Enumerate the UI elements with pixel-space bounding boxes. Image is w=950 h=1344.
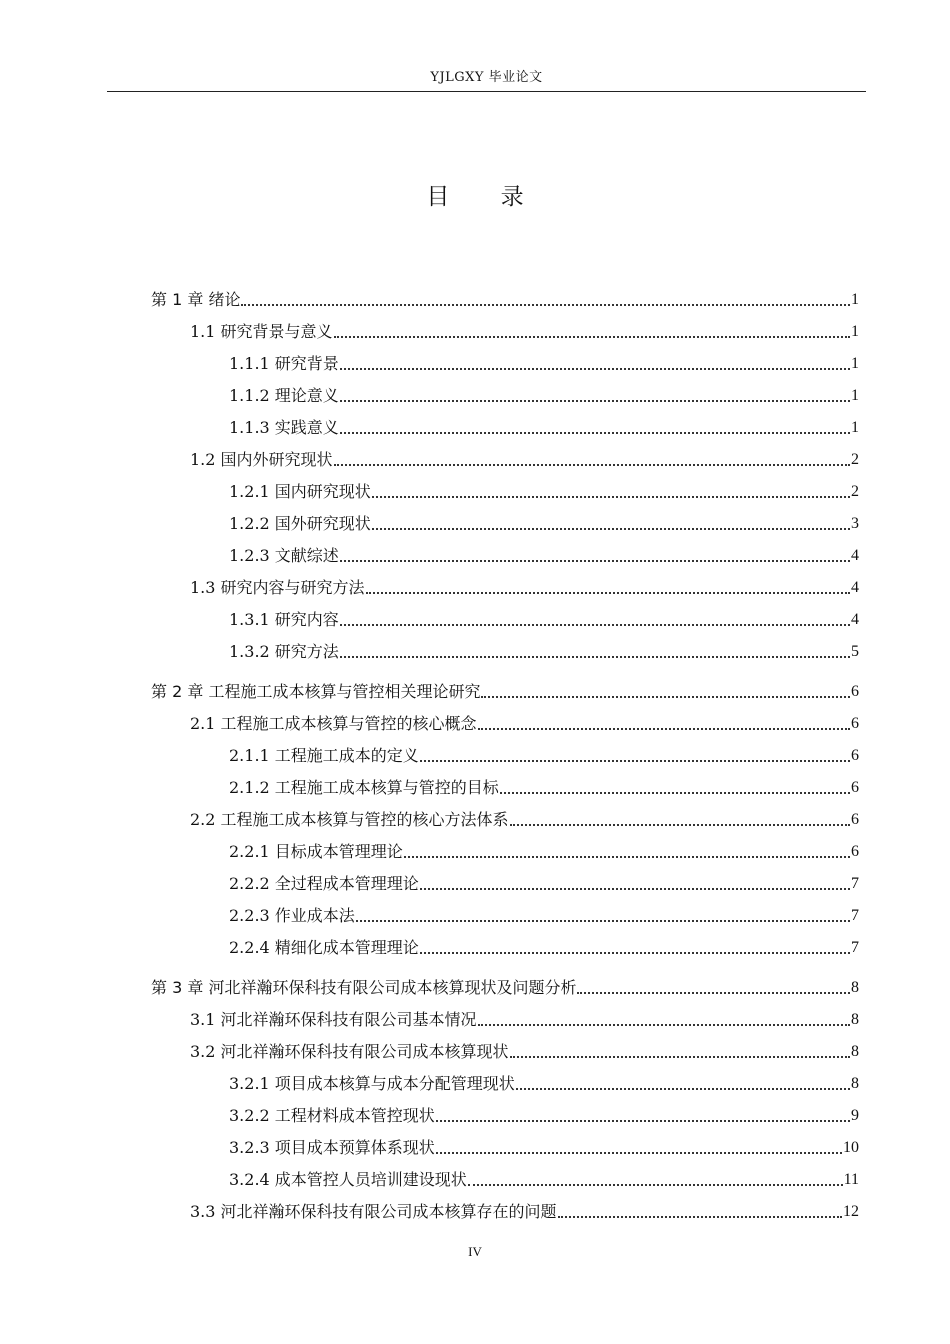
- toc-dot-leader: [420, 952, 850, 954]
- toc-entry-label: 1.3.1 研究内容: [229, 610, 339, 629]
- toc-entry[interactable]: [229, 1070, 859, 1094]
- toc-entry-page: 6: [851, 779, 859, 796]
- toc-entry-label: 1.2 国内外研究现状: [190, 450, 333, 469]
- toc-dot-leader: [340, 560, 850, 562]
- toc-dot-leader: [468, 1184, 843, 1186]
- toc-entry-label: 3.2.4 成本管控人员培训建设现状: [229, 1170, 467, 1189]
- toc-entry[interactable]: [229, 870, 859, 894]
- toc-entry-label: 2.2 工程施工成本核算与管控的核心方法体系: [190, 810, 509, 829]
- toc-entry-label: 1.2.1 国内研究现状: [229, 482, 371, 501]
- toc-entry-label: 2.1.2 工程施工成本核算与管控的目标: [229, 778, 499, 797]
- toc-entry[interactable]: [190, 1038, 859, 1062]
- toc-dot-leader: [500, 792, 850, 794]
- toc-entry[interactable]: [190, 318, 859, 342]
- toc-entry[interactable]: [229, 510, 859, 534]
- toc-dot-leader: [436, 1152, 842, 1154]
- toc-entry-page: 8: [851, 1043, 859, 1060]
- toc-dot-leader: [334, 464, 850, 466]
- toc-chapter-entry[interactable]: [151, 286, 859, 310]
- toc-entry[interactable]: [190, 806, 859, 830]
- toc-entry[interactable]: [190, 1006, 859, 1030]
- toc-entry-page: 4: [851, 579, 859, 596]
- toc-entry-label: 1.3.2 研究方法: [229, 642, 339, 661]
- toc-entry[interactable]: [229, 1134, 859, 1158]
- toc-entry-page: 12: [843, 1203, 859, 1220]
- toc-dot-leader: [481, 696, 850, 698]
- toc-entry-label: 1.1.3 实践意义: [229, 418, 339, 437]
- toc-entry-label: 1.3 研究内容与研究方法: [190, 578, 365, 597]
- toc-dot-leader: [340, 432, 850, 434]
- toc-entry-label: 第 3 章 河北祥瀚环保科技有限公司成本核算现状及问题分析: [151, 978, 577, 997]
- toc-entry-page: 8: [851, 1011, 859, 1028]
- toc-entry-label: 2.2.1 目标成本管理理论: [229, 842, 403, 861]
- toc-dot-leader: [334, 336, 850, 338]
- toc-entry-page: 2: [851, 483, 859, 500]
- toc-entry-page: 7: [851, 939, 859, 956]
- toc-entry-label: 第 1 章 绪论: [151, 290, 241, 309]
- toc-entry[interactable]: [229, 382, 859, 406]
- toc-dot-leader: [510, 824, 850, 826]
- toc-dot-leader: [577, 992, 850, 994]
- toc-entry-page: 3: [851, 515, 859, 532]
- toc-entry-page: 5: [851, 643, 859, 660]
- toc-entry[interactable]: [229, 742, 859, 766]
- page-number: IV: [468, 1244, 482, 1259]
- toc-entry[interactable]: [229, 902, 859, 926]
- toc-dot-leader: [366, 592, 850, 594]
- toc-entry-label: 1.2.3 文献综述: [229, 546, 339, 565]
- toc-entry-label: 3.2 河北祥瀚环保科技有限公司成本核算现状: [190, 1042, 509, 1061]
- toc-entry-page: 8: [851, 1075, 859, 1092]
- toc-entry-label: 1.1.2 理论意义: [229, 386, 339, 405]
- toc-entry-label: 3.2.2 工程材料成本管控现状: [229, 1106, 435, 1125]
- toc-entry[interactable]: [190, 1198, 859, 1222]
- toc-dot-leader: [241, 304, 850, 306]
- toc-entry[interactable]: [229, 350, 859, 374]
- toc-dot-leader: [356, 920, 850, 922]
- toc-entry[interactable]: [229, 838, 859, 862]
- toc-entry-label: 3.2.3 项目成本预算体系现状: [229, 1138, 435, 1157]
- toc-dot-leader: [436, 1120, 850, 1122]
- toc-dot-leader: [372, 496, 850, 498]
- page-header: [107, 70, 866, 92]
- toc-dot-leader: [340, 624, 850, 626]
- header-text: YJLGXY 毕业论文: [430, 70, 543, 85]
- toc-dot-leader: [478, 1024, 850, 1026]
- toc-entry-page: 6: [851, 747, 859, 764]
- toc-entry-page: 7: [851, 875, 859, 892]
- toc-entry[interactable]: [229, 542, 859, 566]
- toc-dot-leader: [372, 528, 850, 530]
- toc-entry[interactable]: [190, 710, 859, 734]
- toc-entry-label: 2.2.2 全过程成本管理理论: [229, 874, 419, 893]
- toc-entry-label: 2.1.1 工程施工成本的定义: [229, 746, 419, 765]
- toc-dot-leader: [516, 1088, 850, 1090]
- toc-entry[interactable]: [229, 478, 859, 502]
- toc-chapter-entry[interactable]: [151, 678, 859, 702]
- toc-entry-page: 8: [851, 979, 859, 996]
- toc-entry-label: 1.1.1 研究背景: [229, 354, 339, 373]
- toc-title: 目 录: [426, 184, 546, 210]
- toc-entry[interactable]: [229, 638, 859, 662]
- toc-entry-label: 2.2.4 精细化成本管理理论: [229, 938, 419, 957]
- toc-entry-page: 1: [851, 387, 859, 404]
- toc-dot-leader: [478, 728, 850, 730]
- toc-entry-page: 2: [851, 451, 859, 468]
- toc-entry-page: 11: [843, 1171, 859, 1188]
- toc-entry-page: 6: [851, 715, 859, 732]
- toc-entry-label: 3.3 河北祥瀚环保科技有限公司成本核算存在的问题: [190, 1202, 557, 1221]
- toc-entry-page: 1: [851, 323, 859, 340]
- toc-dot-leader: [340, 656, 850, 658]
- toc-entry[interactable]: [229, 414, 859, 438]
- toc-entry-label: 3.1 河北祥瀚环保科技有限公司基本情况: [190, 1010, 477, 1029]
- toc-dot-leader: [510, 1056, 850, 1058]
- toc-entry[interactable]: [229, 1102, 859, 1126]
- toc-entry[interactable]: [229, 774, 859, 798]
- toc-entry-page: 9: [851, 1107, 859, 1124]
- toc-entry-page: 6: [851, 683, 859, 700]
- toc-entry[interactable]: [229, 934, 859, 958]
- toc-dot-leader: [558, 1216, 842, 1218]
- toc-entry[interactable]: [229, 1166, 859, 1190]
- toc-chapter-entry[interactable]: [151, 974, 859, 998]
- toc-entry[interactable]: [190, 446, 859, 470]
- toc-entry[interactable]: [229, 606, 859, 630]
- toc-dot-leader: [340, 368, 850, 370]
- toc-entry-page: 4: [851, 611, 859, 628]
- toc-entry-label: 第 2 章 工程施工成本核算与管控相关理论研究: [151, 682, 481, 701]
- toc-entry-label: 1.1 研究背景与意义: [190, 322, 333, 341]
- toc-entry-page: 1: [851, 419, 859, 436]
- toc-entry[interactable]: [190, 574, 859, 598]
- toc-entry-label: 2.1 工程施工成本核算与管控的核心概念: [190, 714, 477, 733]
- toc-dot-leader: [340, 400, 850, 402]
- toc-dot-leader: [420, 760, 850, 762]
- toc-entry-page: 7: [851, 907, 859, 924]
- toc-entry-label: 1.2.2 国外研究现状: [229, 514, 371, 533]
- toc-entry-page: 4: [851, 547, 859, 564]
- toc-entry-label: 2.2.3 作业成本法: [229, 906, 355, 925]
- toc-entry-label: 3.2.1 项目成本核算与成本分配管理现状: [229, 1074, 515, 1093]
- toc-dot-leader: [404, 856, 850, 858]
- toc-dot-leader: [420, 888, 850, 890]
- toc-entry-page: 10: [843, 1139, 859, 1156]
- toc-entry-page: 6: [851, 843, 859, 860]
- toc-entry-page: 6: [851, 811, 859, 828]
- toc-entry-page: 1: [851, 291, 859, 308]
- toc-entry-page: 1: [851, 355, 859, 372]
